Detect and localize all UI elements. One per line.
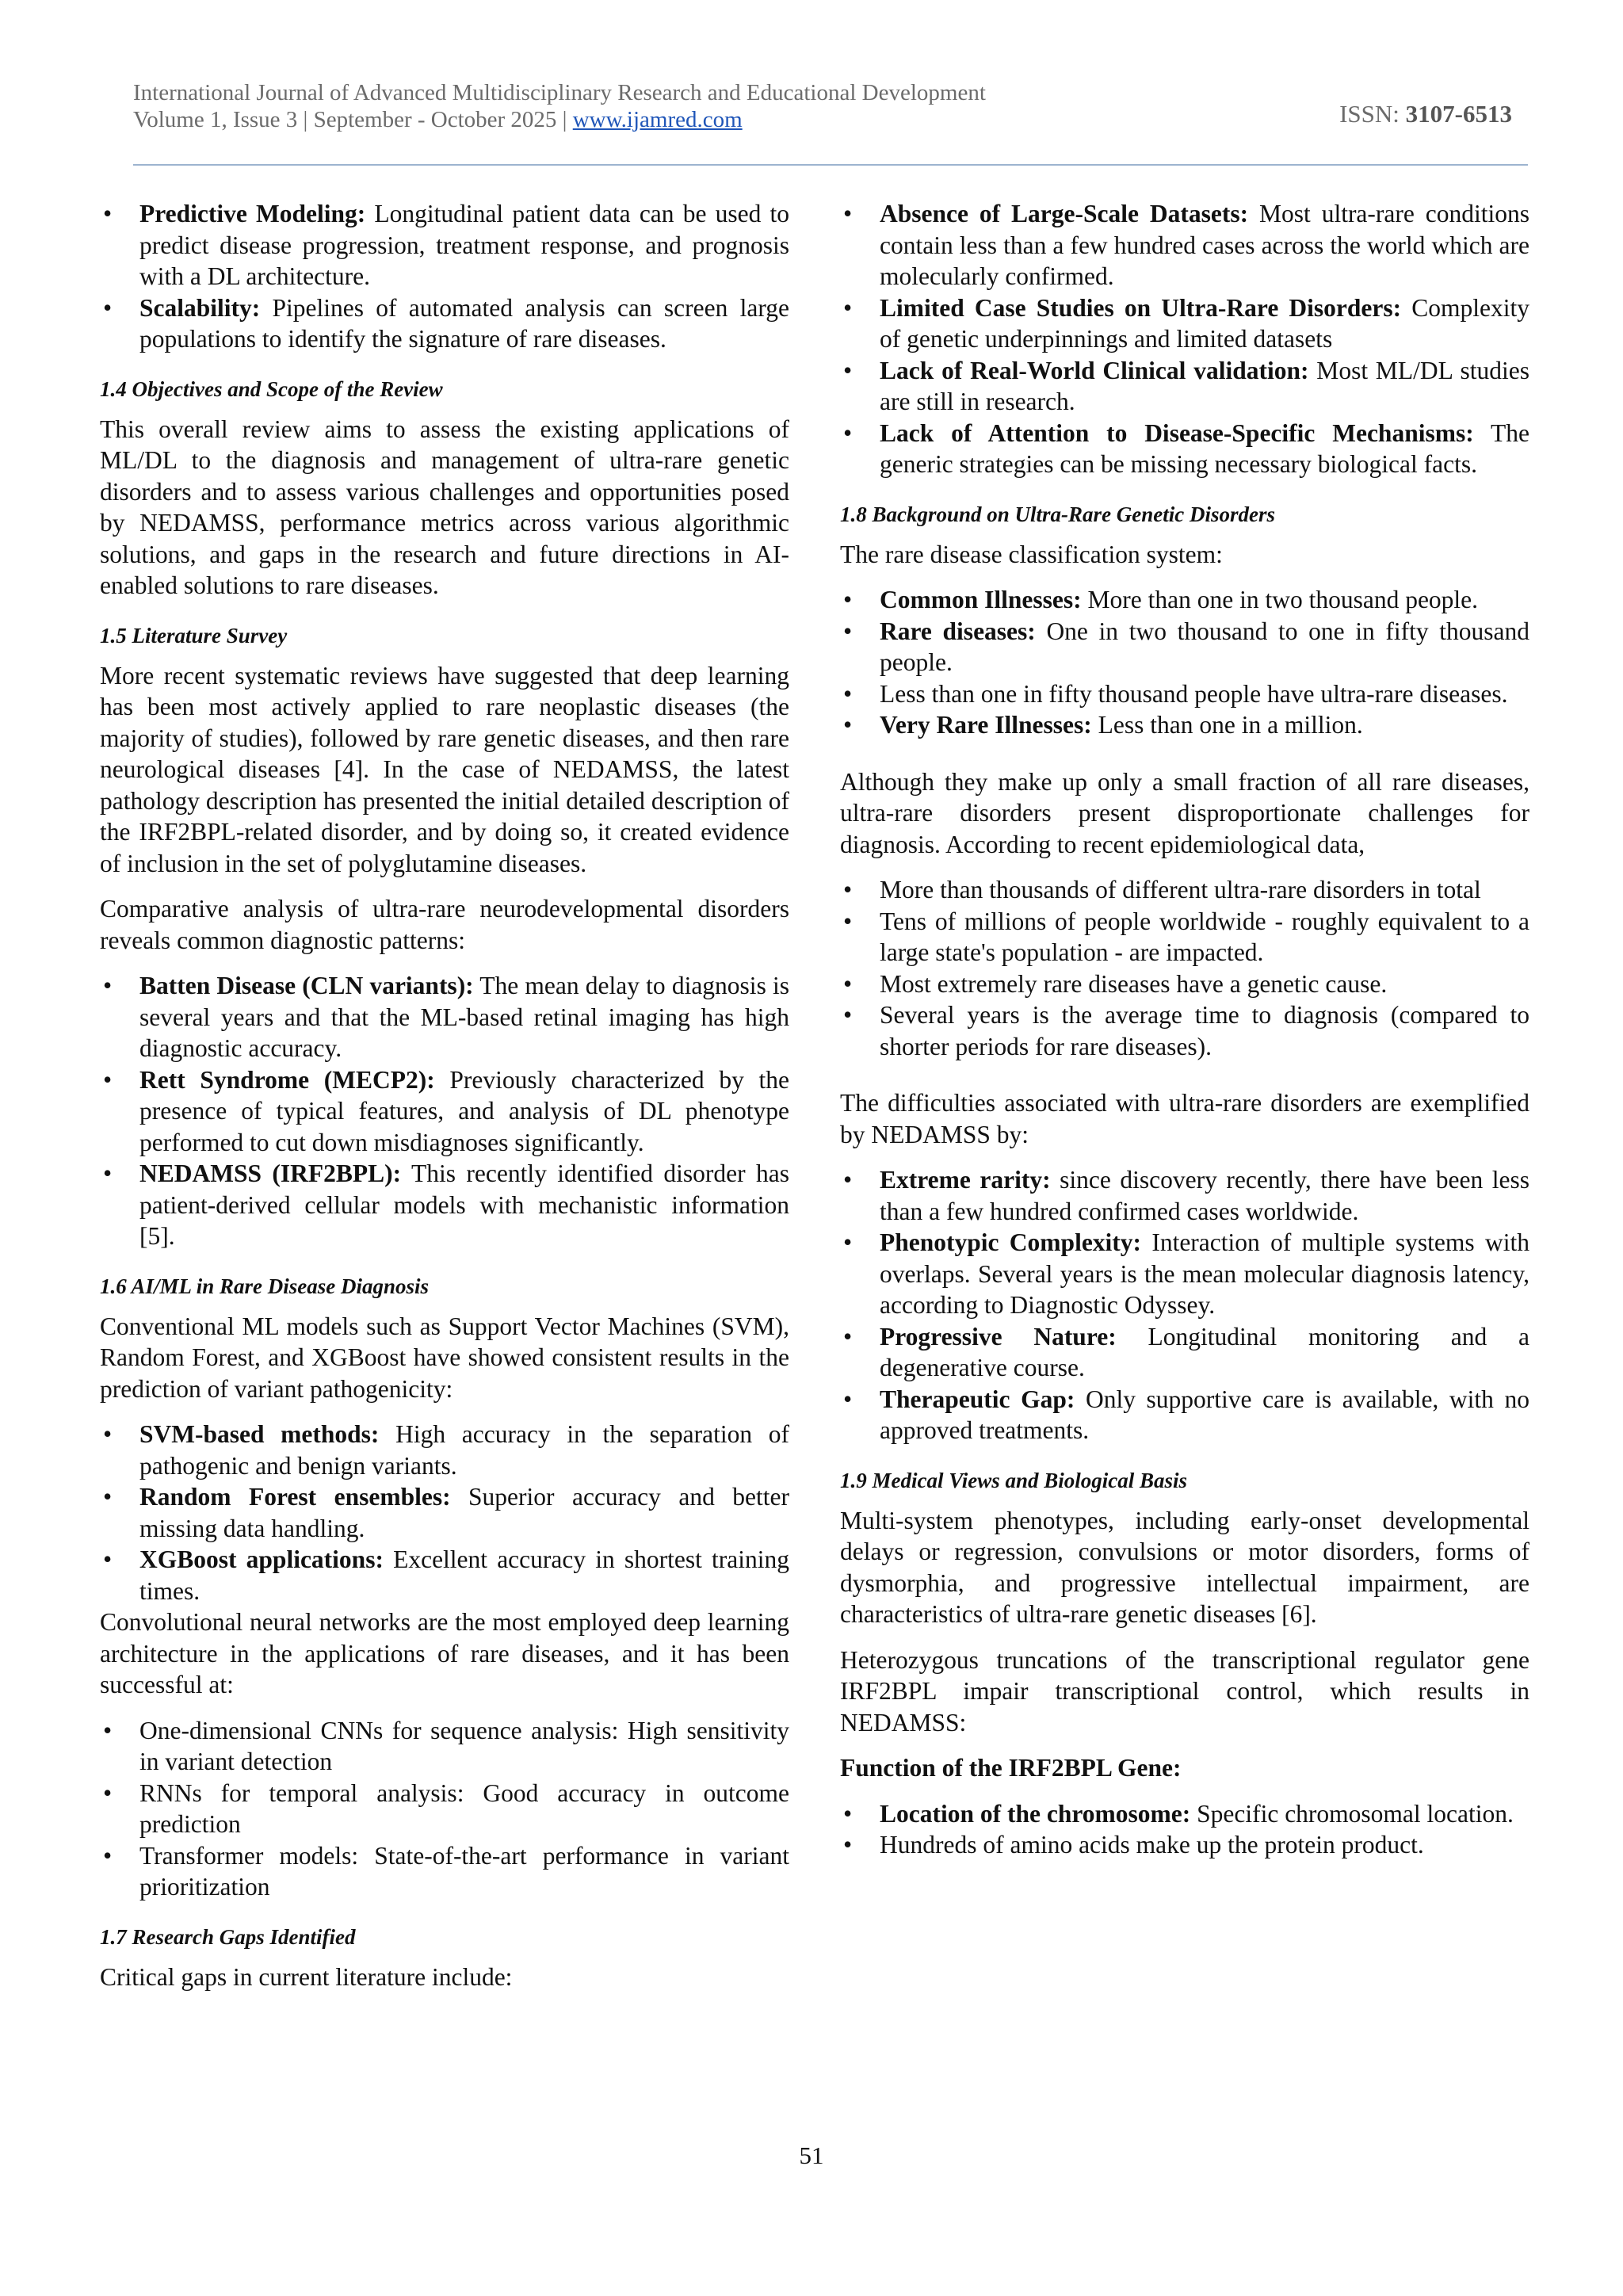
paragraph-1-6-a: Conventional ML models such as Support Vector Machines (SVM), Random Forest, and XGBoost have showed consistent results in the prediction of variant pathogenicity: xyxy=(100,1312,789,1403)
list-item xyxy=(100,1778,789,1840)
list-item-term: NEDAMSS (IRF2BPL): xyxy=(139,1159,402,1187)
volume-text: Volume 1, Issue 3 | September - October 2025 | xyxy=(133,107,567,132)
issn-label: ISSN: xyxy=(1339,100,1400,128)
list-item xyxy=(840,1164,1529,1227)
list-item-term: Location of the chromosome: xyxy=(880,1799,1191,1828)
list-item-term: Batten Disease (CLN variants): xyxy=(139,972,474,999)
list-item xyxy=(840,1384,1529,1446)
list-item-text: This recently identified disorder has patient-derived cellular models with mechanistic information [5]. xyxy=(139,1159,789,1250)
list-item xyxy=(100,970,789,1064)
paragraph-1-9-a: Multi-system phenotypes, including early-onset developmental delays or regression, convulsions or motor disorders, forms of dysmorphia, and progressive intellectual impairment, are characteristics of ultra-rare genetic diseases [6]. xyxy=(840,1506,1529,1628)
list-item-text: Longitudinal patient data can be used to predict disease progression, treatment response, and prognosis with a DL architecture. xyxy=(139,200,789,290)
list-item-text: Less than one in fifty thousand people have ultra-rare diseases. xyxy=(880,679,1508,708)
list-item-text: Superior accuracy and better missing data handling. xyxy=(139,1483,789,1542)
list-item xyxy=(100,1158,789,1252)
list-item-text: The generic strategies can be missing necessary biological facts. xyxy=(880,418,1529,478)
list-item xyxy=(840,198,1529,292)
list-item-term: Lack of Real-World Clinical validation: xyxy=(880,356,1309,384)
list-item-term: Predictive Modeling: xyxy=(139,200,366,227)
list-item-text: Only supportive care is available, with no approved treatments. xyxy=(880,1385,1529,1444)
list-item-text: Tens of millions of people worldwide - roughly equivalent to a large state's population - are impacted. xyxy=(880,907,1529,966)
left-column xyxy=(100,198,789,2007)
list-item-text: High accuracy in the separation of pathogenic and benign variants. xyxy=(139,1420,789,1480)
list-item xyxy=(100,1715,789,1778)
list-item xyxy=(840,292,1529,355)
list-item-term: Limited Case Studies on Ultra-Rare Disorders: xyxy=(880,293,1402,322)
list-item xyxy=(840,616,1529,678)
heading-1-6: 1.6 AI/ML in Rare Disease Diagnosis xyxy=(100,1274,430,1298)
paragraph-1-9-b: Heterozygous truncations of the transcriptional regulator gene IRF2BPL impair transcriptional control, which results in NEDAMSS: xyxy=(840,1645,1529,1736)
list-item-text: Several years is the average time to diagnosis (compared to shorter periods for rare diseases). xyxy=(880,1001,1529,1060)
list-item xyxy=(100,292,789,355)
list-item-term: Extreme rarity: xyxy=(880,1166,1051,1194)
page-number: 51 xyxy=(799,2141,824,2169)
list-item-term: Lack of Attention to Disease-Specific Mechanisms: xyxy=(880,418,1474,447)
heading-1-5: 1.5 Literature Survey xyxy=(100,623,288,648)
list-item-text: Complexity of genetic underpinnings and limited datasets xyxy=(880,293,1530,353)
paragraph-1-7: Critical gaps in current literature include: xyxy=(100,1962,513,1991)
list-item xyxy=(100,1064,789,1159)
list-item xyxy=(840,1321,1529,1384)
list-item xyxy=(100,198,789,292)
journal-link[interactable]: www.ijamred.com xyxy=(572,107,743,132)
list-item-text: Hundreds of amino acids make up the protein product. xyxy=(880,1831,1424,1859)
list-item xyxy=(840,968,1529,1000)
list-item-text: One in two thousand to one in fifty thousand people. xyxy=(880,617,1530,676)
list-item-text: Longitudinal monitoring and a degenerative course. xyxy=(880,1322,1529,1381)
heading-irf2bpl-function: Function of the IRF2BPL Gene: xyxy=(840,1754,1182,1782)
list-item-text: The mean delay to diagnosis is several years and that the ML-based retinal imaging has high diagnostic accuracy. xyxy=(139,972,789,1062)
list-item-text: Pipelines of automated analysis can screen large populations to identify the signature of rare diseases. xyxy=(139,293,789,353)
bullets-dl-architectures xyxy=(100,1715,789,1903)
paragraph-1-8-b: Although they make up only a small fraction of all rare diseases, ultra-rare disorders present disproportionate challenges for diagnosis. According to recent epidemiological data, xyxy=(840,767,1529,858)
bullets-gene-function xyxy=(840,1798,1529,1861)
list-item xyxy=(840,355,1529,418)
paragraph-1-5-b: Comparative analysis of ultra-rare neurodevelopmental disorders reveals common diagnostic patterns: xyxy=(100,895,789,954)
list-item-text: Most extremely rare diseases have a genetic cause. xyxy=(880,969,1388,998)
list-item xyxy=(840,678,1529,710)
list-item xyxy=(100,1481,789,1544)
header-rule xyxy=(133,164,1528,166)
paragraph-1-8-c: The difficulties associated with ultra-rare disorders are exemplified by NEDAMSS by: xyxy=(840,1089,1529,1148)
list-item xyxy=(100,1419,789,1481)
list-item xyxy=(100,1544,789,1606)
paragraph-1-4: This overall review aims to assess the existing applications of ML/DL to the diagnosis and management of ultra-rare genetic disorders and to assess various challenges and opportunities posed by NEDAMSS, performance metrics across various algorithmic solutions, and gaps in the research and future directions in AI-enabled solutions to rare diseases. xyxy=(100,415,789,599)
list-item-term: Therapeutic Gap: xyxy=(880,1385,1075,1413)
list-item xyxy=(840,906,1529,968)
list-item xyxy=(840,999,1529,1062)
heading-1-9: 1.9 Medical Views and Biological Basis xyxy=(840,1468,1188,1492)
paragraph-1-5-a: More recent systematic reviews have suggested that deep learning has been most actively applied to rare neoplastic diseases (the majority of studies), followed by rare genetic diseases, and then rare neurological diseases [4]. In the case of NEDAMSS, the latest pathology description has presented the initial detailed description of the IRF2BPL-related disorder, and by doing so, it created evidence of inclusion in the set of polyglutamine diseases. xyxy=(100,661,789,877)
list-item-text: Excellent accuracy in shortest training times. xyxy=(139,1545,790,1605)
list-item-term: Rett Syndrome (MECP2): xyxy=(139,1065,435,1094)
list-item-text: Most ML/DL studies are still in research. xyxy=(880,356,1530,415)
list-item-term: Rare diseases: xyxy=(880,617,1036,645)
list-item-text: Specific chromosomal location. xyxy=(1190,1799,1514,1828)
list-item xyxy=(840,709,1529,741)
list-item-term: Random Forest ensembles: xyxy=(139,1483,451,1511)
heading-1-4: 1.4 Objectives and Scope of the Review xyxy=(100,376,443,401)
list-item xyxy=(100,1840,789,1903)
bullets-disorders xyxy=(100,970,789,1252)
list-item-text: Most ultra-rare conditions contain less than a few hundred cases across the world which are molecularly confirmed. xyxy=(880,200,1529,290)
bullets-nedamss-difficulties xyxy=(840,1164,1529,1446)
list-item-term: Scalability: xyxy=(139,293,261,322)
right-column xyxy=(840,198,1529,1875)
list-item xyxy=(840,1227,1529,1321)
heading-1-7: 1.7 Research Gaps Identified xyxy=(100,1924,356,1949)
bullets-research-gaps xyxy=(840,198,1529,480)
list-item-text: Less than one in a million. xyxy=(1091,711,1363,739)
list-item-text: One-dimensional CNNs for sequence analysis: High sensitivity in variant detection xyxy=(139,1716,789,1775)
list-item-text: More than thousands of different ultra-rare disorders in total xyxy=(880,876,1481,904)
journal-volume-line xyxy=(133,106,1512,133)
page-header xyxy=(133,79,1512,143)
list-item-text: since discovery recently, there have been less than a few hundred confirmed cases worldwide. xyxy=(880,1166,1529,1225)
list-item-text: Transformer models: State-of-the-art performance in variant prioritization xyxy=(139,1841,789,1901)
list-item xyxy=(840,1798,1529,1830)
list-item-text: More than one in two thousand people. xyxy=(1081,586,1479,613)
list-item xyxy=(840,1829,1529,1861)
journal-title: International Journal of Advanced Multidisciplinary Research and Educational Development xyxy=(133,80,986,105)
list-item-term: Very Rare Illnesses: xyxy=(880,711,1092,739)
list-item-text: RNNs for temporal analysis: Good accuracy in outcome prediction xyxy=(139,1778,789,1838)
heading-1-8: 1.8 Background on Ultra-Rare Genetic Disorders xyxy=(840,502,1276,526)
paragraph-1-8-a: The rare disease classification system: xyxy=(840,540,1223,568)
list-item-term: Common Illnesses: xyxy=(880,586,1082,613)
bullets-epidemiology xyxy=(840,874,1529,1062)
issn-value: 3107-6513 xyxy=(1405,100,1512,128)
bullets-ml-methods xyxy=(100,1419,789,1606)
list-item xyxy=(840,584,1529,616)
list-item-text: Interaction of multiple systems with overlaps. Several years is the mean molecular diagnosis latency, according to Diagnostic Odyssey. xyxy=(880,1228,1529,1319)
list-item-term: Progressive Nature: xyxy=(880,1322,1117,1350)
list-item-text: Previously characterized by the presence of typical features, and analysis of DL phenotype performed to cut down misdiagnoses significantly. xyxy=(139,1065,789,1156)
list-item xyxy=(840,418,1529,480)
list-item-term: XGBoost applications: xyxy=(139,1545,384,1573)
list-item-term: SVM-based methods: xyxy=(139,1420,380,1448)
issn xyxy=(1339,100,1512,128)
list-item-term: Phenotypic Complexity: xyxy=(880,1228,1142,1256)
list-item-term: Absence of Large-Scale Datasets: xyxy=(880,200,1249,227)
bullets-classification xyxy=(840,584,1529,741)
list-item xyxy=(840,874,1529,906)
paragraph-1-6-b: Convolutional neural networks are the most employed deep learning architecture in the applications of rare diseases, and it has been successful at: xyxy=(100,1608,789,1698)
bullets-dl-benefits xyxy=(100,198,789,355)
